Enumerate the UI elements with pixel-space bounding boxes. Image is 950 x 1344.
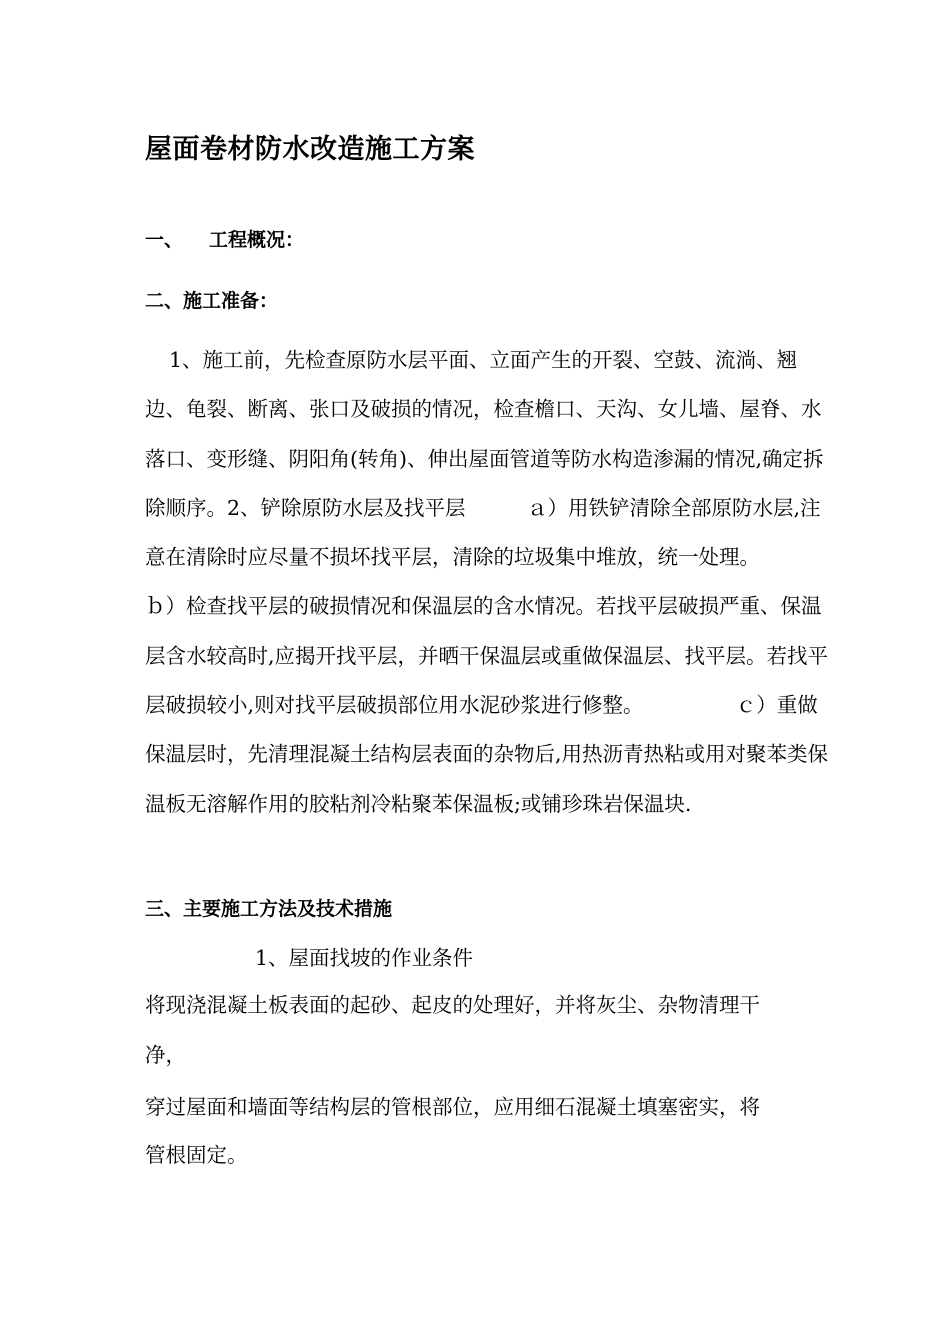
section-heading-methods: 三、主要施工方法及技术措施: [145, 898, 393, 920]
section-title: 工程概况：: [209, 229, 305, 251]
subsection-heading: 1、屋面找坡的作业条件: [255, 946, 474, 970]
body-line: 管根固定。: [145, 1143, 248, 1167]
body-line: 净，: [145, 1043, 186, 1067]
body-line: 穿过屋面和墙面等结构层的管根部位，应用细石混凝土填塞密实，将: [145, 1095, 760, 1119]
preparation-paragraph: 1、施工前，先检查原防水层平面、立面产生的开裂、空鼓、流淌、翘边、龟裂、断离、张口及破损的情况，检查檐口、天沟、女儿墙、屋脊、水落口、变形缝、阴阳角(转角)、伸出屋面管道等防水构造渗漏的情况,确定拆除顺序。2、铲除原防水层及找平层 ａ）用铁铲清除全部原防水层,注意在清除时应尽量不损坏找平层，清除的垃圾集中堆放，统一处理。 ｂ）检查找平层的破损情况和保温层的含水情况。若找平层破损严重、保温层含水较高时,应揭开找平层，并晒干保温层或重做保温层、找平层。若找平层破损较小,则对找平层破损部位用水泥砂浆进行修整。 ｃ）重做保温层时，先清理混凝土结构层表面的杂物后,用热沥青热粘或用对聚苯类保温板无溶解作用的胶粘剂冷粘聚苯保温板;或铺珍珠岩保温块.: [145, 348, 832, 816]
section-heading-preparation: 二、施工准备：: [145, 290, 279, 312]
section-number: 一、: [145, 229, 184, 251]
body-line: 将现浇混凝土板表面的起砂、起皮的处理好，并将灰尘、杂物清理干: [145, 993, 760, 1017]
document-title: 屋面卷材防水改造施工方案: [145, 134, 475, 165]
section-heading-overview: [145, 225, 304, 252]
